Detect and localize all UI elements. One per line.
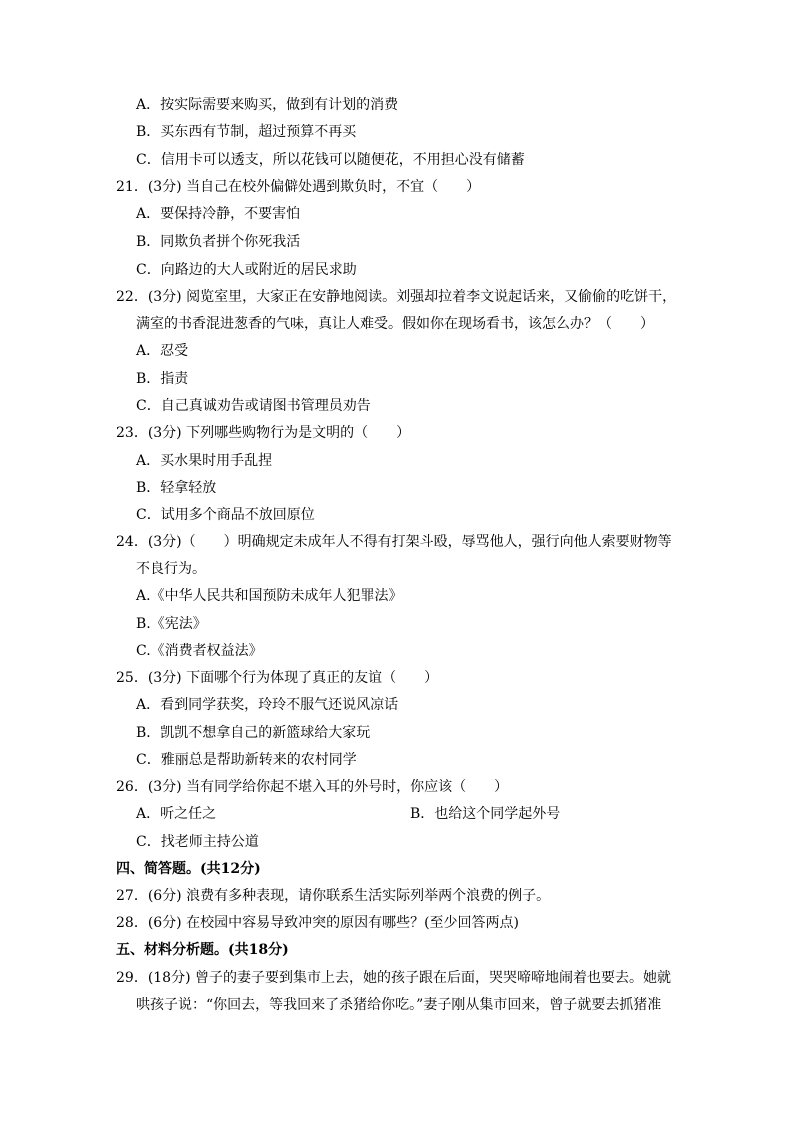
question-line: 23．(3分) 下列哪些购物行为是文明的（ ） bbox=[116, 425, 411, 441]
option-line: B．轻拿轻放 bbox=[136, 480, 217, 496]
option-line: A.《中华人民共和国预防未成年人犯罪法》 bbox=[136, 588, 403, 604]
option-line: B．买东西有节制，超过预算不再买 bbox=[136, 124, 357, 140]
option-line: A．听之任之 bbox=[136, 806, 217, 822]
option-line: C.《消费者权益法》 bbox=[136, 643, 263, 659]
option-line: C．向路边的大人或附近的居民求助 bbox=[136, 262, 357, 278]
option-line: B．也给这个同学起外号 bbox=[410, 806, 561, 822]
option-line: C．信用卡可以透支，所以花钱可以随便花，不用担心没有储蓄 bbox=[136, 152, 525, 168]
question-line: 29．(18分) 曾子的妻子要到集市上去，她的孩子跟在后面，哭哭啼啼地闹着也要去。她就 bbox=[116, 970, 672, 986]
section-heading: 四、简答题。(共12分) bbox=[116, 861, 261, 877]
question-line: 22．(3分) 阅览室里，大家正在安静地阅读。刘强却拉着李文说起话来，又偷偷的吃饼干， bbox=[116, 289, 677, 305]
section-heading: 五、材料分析题。(共18分) bbox=[116, 942, 289, 958]
option-line: C．自己真诚劝告或请图书管理员劝告 bbox=[136, 398, 371, 414]
option-line: B．指责 bbox=[136, 371, 189, 387]
option-line: C．找老师主持公道 bbox=[136, 834, 259, 850]
option-line: C．试用多个商品不放回原位 bbox=[136, 507, 315, 523]
question-continuation: 不良行为。 bbox=[136, 561, 206, 577]
question-line: 28．(6分) 在校园中容易导致冲突的原因有哪些？(至少回答两点) bbox=[116, 915, 520, 931]
question-continuation: 满室的书香混进葱香的气味，真让人难受。假如你在现场看书，该怎么办？（ ） bbox=[136, 316, 654, 332]
option-line: B．凯凯不想拿自己的新篮球给大家玩 bbox=[136, 725, 371, 741]
option-line: A．要保持冷静，不要害怕 bbox=[136, 206, 301, 222]
question-line: 24．(3分)（ ）明确规定未成年人不得有打架斗殴，辱骂他人，强行向他人索要财物等 bbox=[116, 534, 672, 550]
option-line: A．忍受 bbox=[136, 343, 189, 359]
option-line: A．按实际需要来购买，做到有计划的消费 bbox=[136, 97, 399, 113]
option-line: B．同欺负者拼个你死我活 bbox=[136, 234, 301, 250]
question-line: 26．(3分) 当有同学给你起不堪入耳的外号时，你应该（ ） bbox=[116, 779, 509, 795]
option-line: A．买水果时用手乱捏 bbox=[136, 453, 273, 469]
question-line: 21．(3分) 当自己在校外偏僻处遇到欺负时，不宜（ ） bbox=[116, 179, 481, 195]
question-line: 27．(6分) 浪费有多种表现，请你联系生活实际列举两个浪费的例子。 bbox=[116, 888, 551, 904]
option-line: A．看到同学获奖，玲玲不服气还说风凉话 bbox=[136, 697, 399, 713]
option-line: C．雅丽总是帮助新转来的农村同学 bbox=[136, 752, 357, 768]
option-line: B.《宪法》 bbox=[136, 616, 207, 632]
question-continuation: 哄孩子说：“你回去，等我回来了杀猪给你吃。”妻子刚从集市回来，曾子就要去抓猪准 bbox=[136, 997, 662, 1013]
question-line: 25．(3分) 下面哪个行为体现了真正的友谊（ ） bbox=[116, 670, 439, 686]
